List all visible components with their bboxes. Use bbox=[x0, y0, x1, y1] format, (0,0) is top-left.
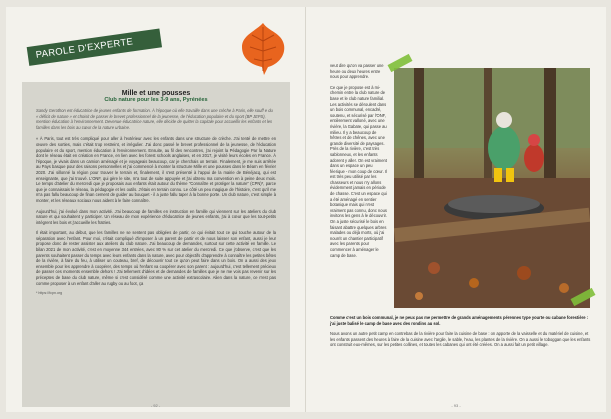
article-title: Mille et une pousses bbox=[121, 90, 191, 97]
article-paragraph: « À Paris, tout est très compliqué pour aller à l'extérieur avec les enfants dans une structure de crèche. J'ai tenté de mettre en œuvre des sorties, mais c'était trop restreint, et irrégulier. J'ai donc passé le brevet professionnel de la jeunesse, de l'éducation populaire et du sport, mention éducation à l'environnement. Ensuite, au fil des rencontres, j'ai rejoint la Pédagogie Par la Nature dont le réseau était en création en France, en lien avec les forest schools anglaises, et en 2017, je visité leurs écoles en France. À l'époque, je vivais dans un camion aménagé et je voyageais beaucoup, car je cherchais un terrain. Finalement, je me suis arrêtée au Pays basque pour des raisons personnelles et j'ai commencé à monter la structure Mille et une pousses dans le Béarn en février 2020. J'ai sillonné la région pour trouver le terrain et, finalement, il s'est présenté à l'appui de la mairie de Bénéjacq, qui est enseignante, que j'ai trouvé. L'ONF, qui gère le site, m'a tout de suite appuyée et j'ai obtenu ma convention en à peine deux mois. Le temps d'atelier du mercredi que je proposais aux enfants était autour du thème "Connaître et protéger la nature" (CPN)*, parce que je connaissais le réseau, la pédagogie et les outils. J'étais en terrain connu. Le côté un peu magique de l'histoire, c'est qu'il me m'a pas fallu beaucoup de finan cement de guider au bouquet - il a juste fallu taper à la bonne porte. Un club nature, c'est simple à monter, et les réseaux sociaux nous aident à le faire connaître. bbox=[36, 136, 276, 203]
footnote: * https://fcpn.org bbox=[36, 291, 63, 296]
side-column bbox=[330, 63, 388, 263]
page-number: - 92 - bbox=[150, 403, 161, 408]
body-paragraph: Nous avons un autre petit camp en contrebas de la rivière pour faire la cuisine de base : on apporte de la vaisselle et du matériel de cuisine, et les enfants passent des heures à faire de la cuisine avec l'argile, le sable, l'eau, les plantes de la rivière. On a aussi le toboggan que les enfants ont construit eux-mêmes, sur les petites collines, et toutes les cabanes qui ont été créées. On a aussi fait un petit village. bbox=[330, 331, 591, 348]
forest-photo bbox=[394, 68, 590, 308]
magazine-spread bbox=[6, 7, 606, 412]
article-intro: Sandy Gerothon est éducatrice de jeunes enfants de formation. À l'époque où elle travaille dans une crèche à Paris, elle souff e du « déficit de nature » et choisit de passer le brevet professionnel de la jeunesse, de l'éducation populaire et du sport (BP JEPS), mention éducation à l'environnement. Devenue éducatrice nature, elle décide de quitter la capitale pour accueillir les enfants et les familles dans les bois au cœur de la nature urbaine. bbox=[36, 108, 273, 130]
column-paragraph: veut dire qu'on va passer une heure ou deux heures entre nous pour apprendre. bbox=[330, 63, 384, 80]
photo-illustration bbox=[394, 68, 590, 308]
article-paragraph: Il était important, au début, que les familles ne se sentent pas obligées de partir, ce qui évitait tout ce qui touche autour de la séparation avec l'enfant. Pour moi, c'était compliqué d'imposer à un parent de partir et de nous laisser son enfant, aussi je leur propose donc de rester assister aux ateliers du club nature. J'ai beaucoup de demandes, surtout sur cette activité en famille. Le bilan 2021 de mon activité, c'est en moyenne 344 entrées, avec 80 % sur cet atelier du mercredi. Ce que j'observe, c'est que les parents souhaitent passer du temps avec leurs enfants dans la nature, avec pour objectifs d'apprendre à connaître les petites bêtes de la rivière, à faire du feu, à utiliser un couteau, bref, de découvrir tout ce qu'on peut faire dans un bois. On a aussi des jeux ensemble pour les apprendre à coopérer, des temps où l'enfant va coopérer avec son parent : aujourd'hui, c'est tellement précieux de passer ces moments ensemble dehors ! J'ai tellement d'idées et de demandes de familles que je ne me vois pas revenir sur les préceptes de base du club nature, même si c'est considéré comme une activité extrascolaire. Alien dans la nature, ce n'est pas comme proposer à un enfant d'aller au rugby ou au foot, ça bbox=[36, 230, 276, 286]
article-subtitle: Club nature pour les 3-9 ans, Pyrénées bbox=[104, 97, 208, 103]
bottom-text bbox=[330, 315, 592, 353]
bold-paragraph: Comme c'est un bois communal, je ne peux pas me permettre de grands aménagements pérennes type yourte ou cabane forestière : j'ai juste balisé le camp de base avec des rondins au sol. bbox=[330, 315, 589, 326]
autumn-leaf-icon bbox=[238, 21, 288, 77]
page-number: - 93 - bbox=[451, 403, 461, 408]
left-page bbox=[6, 7, 306, 412]
column-paragraph: Ce que je propose est à mi-chemin entre la club nature de base et le club nature familial. Les activités se déroulent dans un bois communal, encadré, soutenu, et sécurisé par l'ONF, entièrement valloné, avec une rivière, la Gabaïe, qui passe au milieu. Il y a beaucoup de hêtres et de chênes, avec une grande diversité de paysages. Près de la rivière, c'est très sablonneux, et les enfants adorent y aller. On est vraiment dans un espace un peu féerique - mon coup de cœur. Il est très peu utilisé par les chasseurs et nous n'y allons évidemment jamais en période de chasse. C'est un espace qui a été aménagé en sentier botanique mais qui n'est vraiment pas connu, donc nous invitons les gens à le découvrir. On a juste sécurisé le bois en faisant abattre quelques arbres malades ou déjà morts, où j'ai nourrit un chantier participatif avec les parents pour commencer à aménager le camp de base. bbox=[330, 84, 387, 258]
article-box bbox=[22, 82, 290, 407]
expert-banner: PAROLE D'EXPERTE bbox=[27, 28, 162, 65]
right-page bbox=[306, 7, 606, 412]
article-paragraph: Aujourd'hui, j'ai évolué dans mon activité. J'ai beaucoup de familles en instruction en famille qui viennent sur les ateliers du club nature et qui souhaitent y participer. Un réseau de mon expérience d'éducatrice de jeunes enfants, j'ai à cœur que les tout-petits intègrent les bois et j'accueille les fratries. bbox=[36, 208, 276, 225]
